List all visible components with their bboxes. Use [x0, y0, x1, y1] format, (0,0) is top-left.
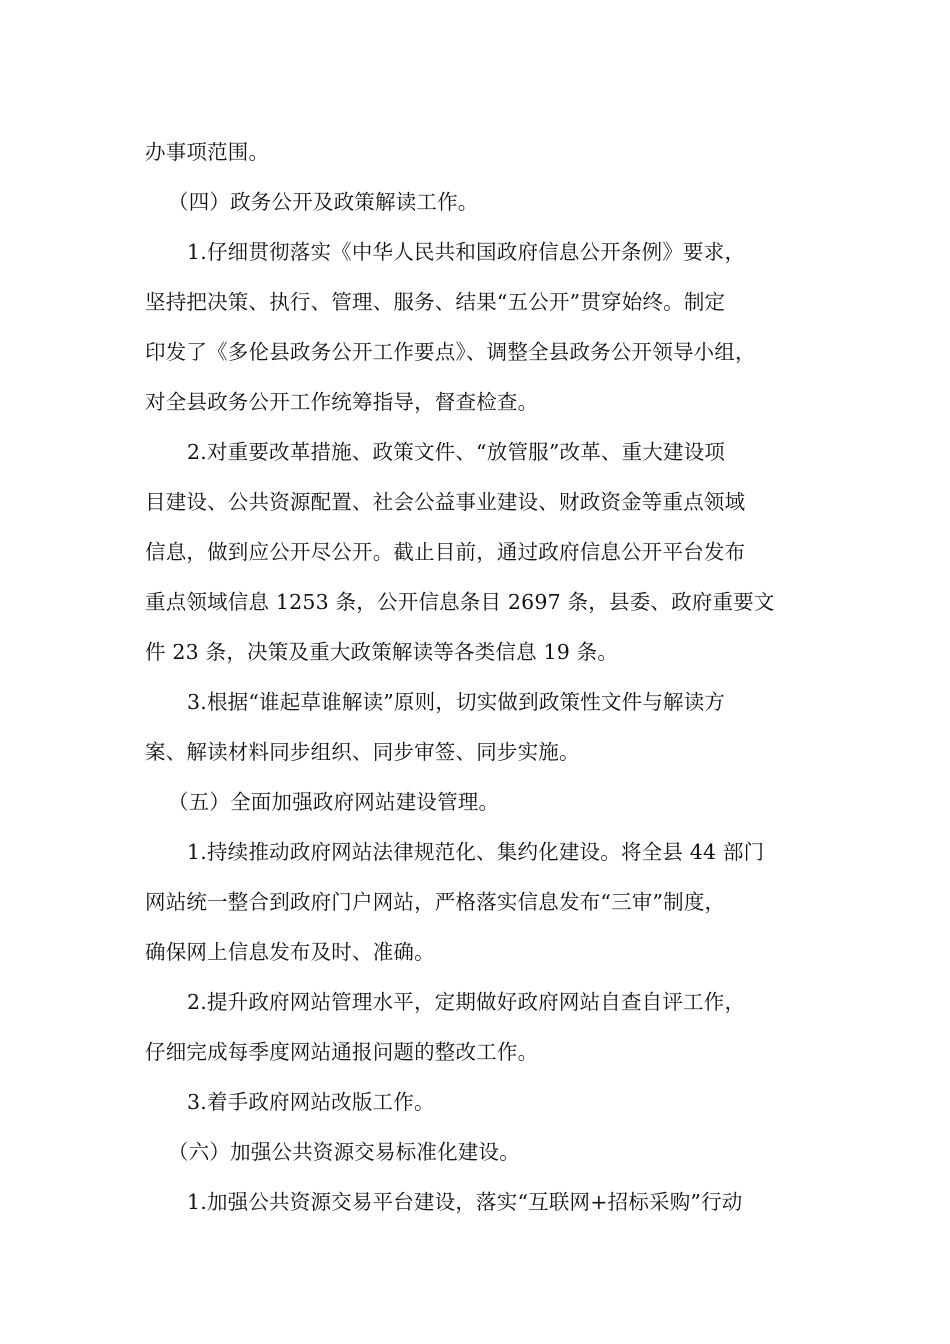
- section-heading: （六）加强公共资源交易标准化建设。: [168, 1140, 520, 1164]
- text-line: 3.着手政府网站改版工作。: [187, 1090, 435, 1114]
- text-line: 坚持把决策、执行、管理、服务、结果“五公开”贯穿始终。制定: [145, 290, 726, 314]
- text-line: 网站统一整合到政府门户网站，严格落实信息发布“三审”制度，: [145, 890, 726, 914]
- text-line: 办事项范围。: [145, 140, 270, 164]
- text-line: 信息，做到应公开尽公开。截止目前，通过政府信息公开平台发布: [145, 540, 746, 564]
- text-line: 2.提升政府网站管理水平，定期做好政府网站自查自评工作，: [187, 990, 746, 1014]
- text-line: 目建设、公共资源配置、社会公益事业建设、财政资金等重点领域: [145, 490, 746, 514]
- text-line: 重点领域信息 1253 条，公开信息条目 2697 条，县委、政府重要文: [145, 590, 775, 614]
- section-heading: （四）政务公开及政策解读工作。: [168, 190, 479, 214]
- text-line: 确保网上信息发布及时、准确。: [145, 940, 435, 964]
- text-line: 3.根据“谁起草谁解读”原则，切实做到政策性文件与解读方: [187, 690, 726, 714]
- section-heading: （五）全面加强政府网站建设管理。: [168, 790, 500, 814]
- text-line: 1.持续推动政府网站法律规范化、集约化建设。将全县 44 部门: [187, 840, 765, 864]
- text-line: 2.对重要改革措施、政策文件、“放管服”改革、重大建设项: [187, 440, 726, 464]
- text-line: 件 23 条，决策及重大政策解读等各类信息 19 条。: [145, 640, 619, 664]
- text-line: 1.加强公共资源交易平台建设，落实“互联网+招标采购”行动: [187, 1190, 743, 1214]
- text-line: 仔细完成每季度网站通报问题的整改工作。: [145, 1040, 539, 1064]
- text-line: 案、解读材料同步组织、同步审签、同步实施。: [145, 740, 580, 764]
- text-line: 印发了《多伦县政务公开工作要点》、调整全县政务公开领导小组，: [145, 340, 756, 364]
- text-line: 1.仔细贯彻落实《中华人民共和国政府信息公开条例》要求，: [187, 240, 746, 264]
- text-line: 对全县政务公开工作统筹指导，督查检查。: [145, 390, 539, 414]
